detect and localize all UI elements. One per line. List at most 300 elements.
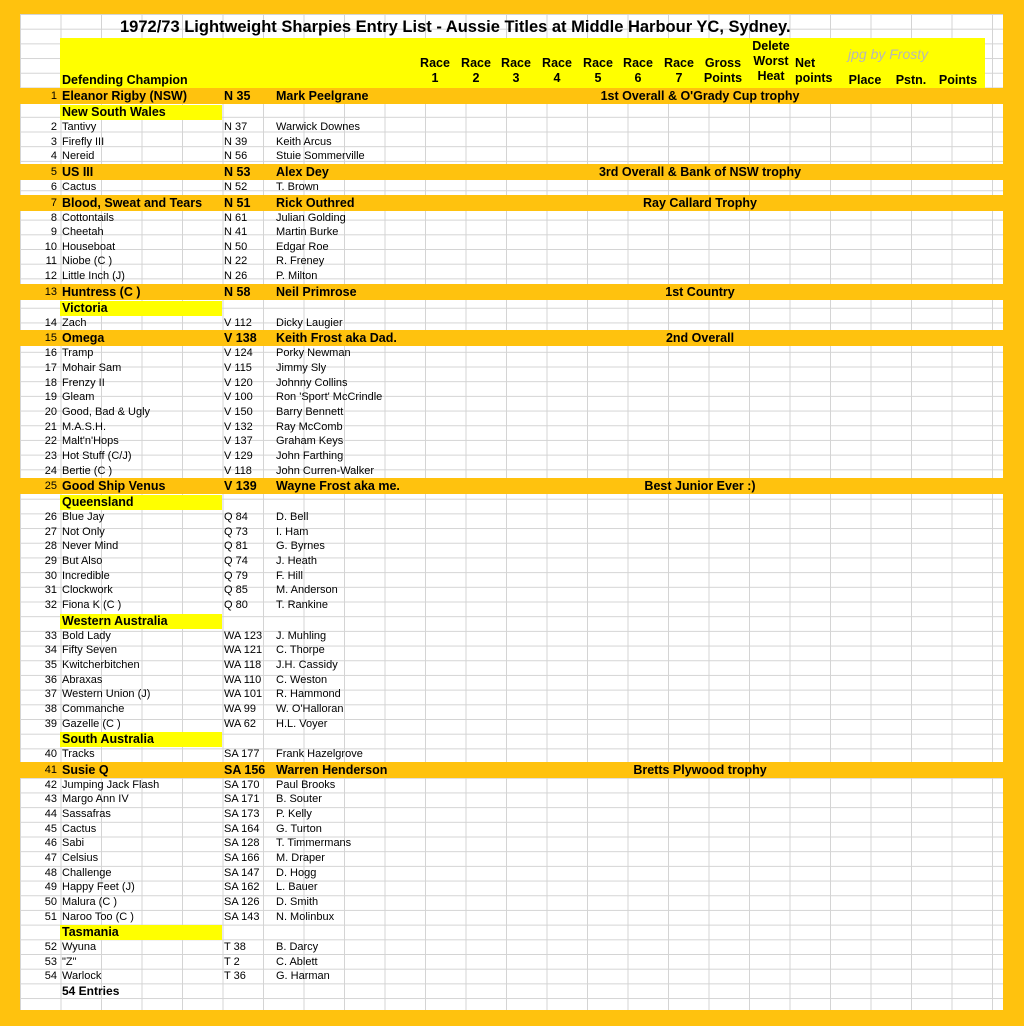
- skipper-name: T. Brown: [276, 180, 319, 193]
- sail-number: Q 81: [224, 540, 248, 553]
- boat-name: Incredible: [62, 569, 110, 582]
- header-delete-line1: Delete: [752, 39, 790, 53]
- header-points: Points: [938, 73, 978, 87]
- boat-name: Blue Jay: [62, 511, 105, 524]
- entry-number: 19: [44, 391, 57, 404]
- boat-name: Tracks: [62, 748, 95, 761]
- entry-number: 15: [44, 332, 57, 345]
- skipper-name: Mark Peelgrane: [276, 89, 369, 103]
- boat-name: Niobe (C ): [62, 255, 113, 268]
- award-note: Ray Callard Trophy: [643, 195, 757, 210]
- entry-number: 42: [44, 778, 57, 791]
- entry-row: [20, 316, 1003, 331]
- skipper-name: D. Hogg: [276, 866, 317, 879]
- boat-name: Naroo Too (C ): [62, 910, 134, 923]
- skipper-name: C. Ablett: [276, 955, 318, 968]
- entry-row: [20, 717, 1003, 732]
- entry-number: 34: [44, 644, 57, 657]
- sail-number: WA 62: [224, 717, 256, 730]
- entry-number: 18: [44, 376, 57, 389]
- header-race-2: [456, 56, 496, 86]
- entry-number: 13: [44, 285, 57, 298]
- header-race-2-line2: 2: [472, 71, 480, 85]
- sail-number: SA 170: [224, 778, 260, 791]
- skipper-name: Frank Hazelgrove: [276, 748, 363, 761]
- header-net-line1: Net: [795, 56, 816, 70]
- sail-number: SA 173: [224, 808, 260, 821]
- entry-row: [20, 120, 1003, 135]
- award-note: 1st Overall & O'Grady Cup trophy: [600, 89, 800, 103]
- skipper-name: Warren Henderson: [276, 762, 388, 777]
- boat-name: Malt'n'Hops: [62, 435, 119, 448]
- entry-number: 11: [45, 255, 57, 268]
- award-note: Bretts Plywood trophy: [633, 762, 767, 777]
- boat-name: Tantivy: [62, 121, 97, 133]
- entry-row: [20, 211, 1003, 226]
- header-race-3: [496, 56, 536, 86]
- header-gross-line1: Gross: [704, 56, 742, 70]
- header-race-5: [578, 56, 618, 86]
- boat-name: Houseboat: [62, 240, 116, 253]
- sail-number: V 124: [224, 347, 253, 360]
- skipper-name: B. Darcy: [276, 941, 319, 954]
- entry-number: 4: [50, 150, 57, 163]
- sail-number: V 120: [224, 376, 253, 389]
- entry-list: [20, 88, 1003, 999]
- header-race-5-line2: 5: [594, 71, 602, 85]
- state-name: Western Australia: [60, 614, 222, 629]
- entry-number: 38: [44, 702, 57, 715]
- entry-row: [20, 836, 1003, 851]
- entry-number: 44: [44, 808, 57, 821]
- award-note: 2nd Overall: [665, 331, 735, 346]
- skipper-name: Jimmy Sly: [276, 362, 327, 375]
- skipper-name: H.L. Voyer: [276, 717, 328, 730]
- header-gross-line2: Points: [703, 71, 743, 85]
- header-race-4-line2: 4: [553, 71, 561, 85]
- skipper-name: Graham Keys: [276, 435, 344, 448]
- boat-name: Huntress (C ): [62, 284, 141, 299]
- entry-number: 37: [44, 688, 57, 701]
- skipper-name: M. Anderson: [276, 584, 338, 597]
- header-race-7-line1: Race: [664, 56, 694, 70]
- entry-row: [20, 880, 1003, 895]
- entry-row: [20, 629, 1003, 644]
- sail-number: WA 99: [224, 702, 256, 715]
- boat-name: Kwitcherbitchen: [62, 658, 140, 671]
- boat-name: Good, Bad & Ugly: [62, 405, 151, 418]
- skipper-name: W. O'Halloran: [276, 702, 344, 715]
- state-section-header: [20, 300, 1003, 316]
- header-race-6: [618, 56, 658, 86]
- skipper-name: R. Freney: [276, 255, 325, 268]
- entry-row: [20, 464, 1003, 479]
- sail-number: Q 85: [224, 584, 248, 597]
- sail-number: V 137: [224, 435, 253, 448]
- entry-row: [20, 583, 1003, 598]
- entries-total: 54 Entries: [62, 984, 120, 999]
- sail-number: Q 84: [224, 511, 248, 524]
- header-race-7-line2: 7: [675, 71, 683, 85]
- sail-number: WA 123: [224, 629, 263, 642]
- state-name: Tasmania: [60, 925, 222, 940]
- sail-number: SA 166: [224, 851, 260, 864]
- boat-name: Western Union (J): [62, 688, 151, 701]
- boat-name: Nereid: [62, 150, 95, 163]
- state-section-header: [20, 731, 1003, 747]
- boat-name: Susie Q: [62, 762, 109, 777]
- state-section-header: [20, 494, 1003, 510]
- header-race-6-line1: Race: [623, 56, 653, 70]
- entry-number: 45: [44, 822, 57, 835]
- entry-number: 20: [44, 405, 57, 418]
- boat-name: Clockwork: [62, 584, 113, 597]
- header-race-7: [659, 56, 699, 86]
- spreadsheet: [20, 14, 1003, 1010]
- entry-row: [20, 940, 1003, 955]
- skipper-name: Martin Burke: [276, 226, 339, 239]
- entry-row: [20, 643, 1003, 658]
- skipper-name: T. Rankine: [276, 599, 328, 612]
- header-race-6-line2: 6: [634, 71, 642, 85]
- sail-number: V 118: [224, 464, 252, 477]
- entry-number: 26: [44, 511, 57, 524]
- entry-row: [20, 135, 1003, 150]
- header-place: Place: [848, 73, 882, 87]
- sail-number: SA 171: [224, 793, 260, 806]
- boat-name: Margo Ann IV: [62, 793, 129, 806]
- entry-number: 39: [44, 717, 57, 730]
- entry-row: [20, 510, 1003, 525]
- entry-row: [20, 405, 1003, 420]
- boat-name: Cheetah: [62, 226, 104, 239]
- boat-name: Firefly III: [62, 135, 105, 148]
- entry-number: 54: [44, 970, 57, 983]
- award-note: 1st Country: [665, 284, 735, 299]
- entry-row: [20, 598, 1003, 613]
- sail-number: V 138: [224, 331, 257, 346]
- entry-row: [20, 376, 1003, 391]
- skipper-name: P. Kelly: [276, 808, 312, 821]
- sail-number: V 132: [224, 420, 253, 433]
- sail-number: N 52: [224, 180, 248, 193]
- entry-number: 52: [44, 941, 57, 954]
- entry-row: [20, 778, 1003, 793]
- entry-number: 2: [50, 121, 57, 133]
- skipper-name: C. Thorpe: [276, 644, 325, 657]
- sheet-title: 1972/73 Lightweight Sharpies Entry List - Aussie Titles at Middle Harbour YC, Sydney.: [120, 18, 791, 36]
- skipper-name: Keith Arcus: [276, 135, 332, 148]
- entry-row: [20, 792, 1003, 807]
- entry-number: 1: [50, 90, 57, 102]
- skipper-name: J.H. Cassidy: [276, 658, 338, 671]
- sail-number: N 58: [224, 284, 251, 299]
- sail-number: WA 121: [224, 644, 263, 657]
- skipper-name: Barry Bennett: [276, 405, 344, 418]
- entry-number: 51: [44, 910, 57, 923]
- skipper-name: G. Turton: [276, 822, 322, 835]
- entry-row: [20, 807, 1003, 822]
- entry-row: [20, 747, 1003, 762]
- entry-number: 3: [50, 135, 57, 148]
- sail-number: SA 128: [224, 837, 260, 850]
- boat-name: Wyuna: [62, 941, 97, 954]
- skipper-name: Stuie Sommerville: [276, 150, 365, 163]
- header-race-3-line1: Race: [501, 56, 531, 70]
- entry-row: [20, 851, 1003, 866]
- skipper-name: P. Milton: [276, 270, 318, 283]
- state-name: South Australia: [60, 732, 222, 747]
- sail-number: SA 156: [224, 762, 266, 777]
- sail-number: N 61: [224, 211, 248, 224]
- entry-row: [20, 180, 1003, 195]
- state-name: Queensland: [60, 495, 222, 510]
- entry-number: 7: [50, 196, 57, 209]
- skipper-name: L. Bauer: [276, 881, 318, 894]
- sail-number: Q 73: [224, 525, 248, 538]
- skipper-name: Keith Frost aka Dad.: [276, 331, 397, 346]
- skipper-name: Warwick Downes: [276, 121, 360, 133]
- boat-name: M.A.S.H.: [62, 420, 107, 433]
- sail-number: Q 79: [224, 569, 248, 582]
- entry-row: [20, 254, 1003, 269]
- skipper-name: D. Smith: [276, 895, 319, 908]
- header-race-1-line1: Race: [420, 56, 450, 70]
- boat-name: Little Inch (J): [62, 270, 125, 283]
- sail-number: N 39: [224, 135, 248, 148]
- entry-number: 33: [44, 629, 57, 642]
- state-name: New South Wales: [60, 105, 222, 120]
- skipper-name: Ron 'Sport' McCrindle: [276, 391, 383, 404]
- skipper-name: J. Muhling: [276, 629, 327, 642]
- boat-name: Zach: [62, 316, 87, 329]
- header-delete-line2: Worst: [753, 54, 789, 68]
- boat-name: Bertie (C ): [62, 464, 113, 477]
- sail-number: WA 118: [224, 658, 262, 671]
- boat-name: Bold Lady: [62, 629, 111, 642]
- award-note: 3rd Overall & Bank of NSW trophy: [598, 164, 802, 179]
- sail-number: SA 143: [224, 910, 260, 923]
- boat-name: Cactus: [62, 180, 97, 193]
- entry-row: [20, 149, 1003, 164]
- skipper-name: Dicky Laugier: [276, 316, 343, 329]
- sail-number: WA 101: [224, 688, 263, 701]
- entry-number: 50: [44, 895, 57, 908]
- boat-name: Sabi: [62, 837, 85, 850]
- sail-number: N 41: [224, 226, 248, 239]
- sail-number: N 51: [224, 195, 251, 210]
- sail-number: T 2: [224, 955, 240, 968]
- sail-number: SA 147: [224, 866, 260, 879]
- entry-number: 36: [44, 673, 57, 686]
- skipper-name: G. Harman: [276, 970, 330, 983]
- entry-number: 16: [44, 347, 57, 360]
- entry-row: [20, 390, 1003, 405]
- skipper-name: John Farthing: [276, 449, 344, 462]
- skipper-name: T. Timmermans: [276, 837, 352, 850]
- sail-number: V 112: [224, 316, 252, 329]
- skipper-name: C. Weston: [276, 673, 328, 686]
- entry-number: 41: [44, 763, 57, 776]
- header-race-5-line1: Race: [583, 56, 613, 70]
- award-note: Best Junior Ever :): [644, 479, 756, 494]
- entry-number: 28: [44, 540, 57, 553]
- boat-name: Cactus: [62, 822, 97, 835]
- entry-row: [20, 361, 1003, 376]
- entry-number: 43: [44, 793, 57, 806]
- header-band: [60, 38, 985, 88]
- state-section-header: [20, 104, 1003, 120]
- highlighted-entry-row: [20, 330, 1003, 346]
- boat-name: Happy Feet (J): [62, 881, 135, 894]
- sail-number: V 129: [224, 449, 253, 462]
- highlighted-entry-row: [20, 195, 1003, 211]
- sail-number: N 53: [224, 164, 251, 179]
- boat-name: Eleanor Rigby (NSW): [62, 89, 188, 103]
- sail-number: WA 110: [224, 673, 262, 686]
- boat-name: Celsius: [62, 851, 99, 864]
- boat-name: Jumping Jack Flash: [62, 778, 160, 791]
- header-delete-line3: Heat: [757, 69, 785, 83]
- header-defending-champion: Defending Champion: [62, 73, 188, 87]
- skipper-name: Alex Dey: [276, 164, 329, 179]
- skipper-name: Wayne Frost aka me.: [276, 479, 400, 494]
- header-race-4: [537, 56, 577, 86]
- entry-number: 47: [44, 851, 57, 864]
- sail-number: V 115: [224, 362, 252, 375]
- entry-number: 48: [44, 866, 57, 879]
- sail-number: T 36: [224, 970, 246, 983]
- entry-row: [20, 225, 1003, 240]
- skipper-name: B. Souter: [276, 793, 322, 806]
- highlighted-entry-row: [20, 478, 1003, 494]
- sail-number: N 56: [224, 150, 248, 163]
- entry-row: [20, 866, 1003, 881]
- sail-number: N 26: [224, 270, 248, 283]
- skipper-name: M. Draper: [276, 851, 325, 864]
- entry-row: [20, 269, 1003, 284]
- sail-number: N 35: [224, 89, 251, 103]
- skipper-name: Ray McComb: [276, 420, 343, 433]
- skipper-name: J. Heath: [276, 555, 317, 568]
- entry-number: 35: [44, 658, 57, 671]
- boat-name: Hot Stuff (C/J): [62, 449, 132, 462]
- sail-number: SA 164: [224, 822, 260, 835]
- entry-row: [20, 673, 1003, 688]
- boat-name: Tramp: [62, 347, 94, 360]
- skipper-name: John Curren-Walker: [276, 464, 375, 477]
- skipper-name: Paul Brooks: [276, 778, 336, 791]
- boat-name: Good Ship Venus: [62, 479, 166, 494]
- highlighted-entry-row: [20, 88, 1003, 104]
- entry-number: 23: [44, 449, 57, 462]
- skipper-name: D. Bell: [276, 511, 309, 524]
- entry-number: 17: [44, 362, 57, 375]
- boat-name: But Also: [62, 555, 103, 568]
- entry-number: 24: [44, 464, 57, 477]
- entry-row: [20, 895, 1003, 910]
- entry-number: 22: [44, 435, 57, 448]
- header-race-1: [415, 56, 455, 86]
- header-delete-worst-heat: [748, 39, 794, 84]
- state-section-header: [20, 613, 1003, 629]
- skipper-name: I. Ham: [276, 525, 309, 538]
- sail-number: N 22: [224, 255, 248, 268]
- entry-number: 29: [44, 555, 57, 568]
- entry-number: 53: [44, 955, 57, 968]
- skipper-name: R. Hammond: [276, 688, 341, 701]
- boat-name: Mohair Sam: [62, 362, 122, 375]
- entry-number: 8: [50, 211, 57, 224]
- state-section-header: [20, 924, 1003, 940]
- boat-name: Frenzy II: [62, 376, 105, 389]
- entry-row: [20, 554, 1003, 569]
- boat-name: Commanche: [62, 702, 125, 715]
- boat-name: Fiona K (C ): [62, 599, 122, 612]
- skipper-name: Porky Newman: [276, 347, 351, 360]
- entry-row: [20, 687, 1003, 702]
- skipper-name: Rick Outhred: [276, 195, 355, 210]
- boat-name: US III: [62, 164, 94, 179]
- boat-name: Not Only: [62, 525, 105, 538]
- entry-number: 31: [44, 584, 57, 597]
- boat-name: Never Mind: [62, 540, 119, 553]
- sail-number: V 150: [224, 405, 253, 418]
- entry-row: [20, 910, 1003, 925]
- header-pstn: Pstn.: [895, 73, 927, 87]
- entry-number: 12: [44, 270, 57, 283]
- watermark-text: jpg by Frosty: [848, 46, 929, 62]
- header-race-3-line2: 3: [512, 71, 520, 85]
- entry-number: 9: [50, 226, 57, 239]
- highlighted-entry-row: [20, 762, 1003, 778]
- header-gross-points: [700, 56, 746, 86]
- boat-name: Challenge: [62, 866, 112, 879]
- sail-number: Q 80: [224, 599, 248, 612]
- skipper-name: Neil Primrose: [276, 284, 357, 299]
- boat-name: Sassafras: [62, 808, 111, 821]
- highlighted-entry-row: [20, 164, 1003, 180]
- entry-row: [20, 346, 1003, 361]
- sail-number: N 50: [224, 240, 248, 253]
- entry-number: 46: [44, 837, 57, 850]
- state-name: Victoria: [60, 301, 222, 316]
- entry-row: [20, 658, 1003, 673]
- boat-name: Blood, Sweat and Tears: [62, 195, 203, 210]
- entry-number: 5: [50, 165, 57, 178]
- skipper-name: Johnny Collins: [276, 376, 348, 389]
- boat-name: Cottontails: [62, 211, 114, 224]
- entries-total-row: [20, 984, 1003, 999]
- entry-number: 25: [44, 480, 57, 493]
- boat-name: "Z": [62, 955, 77, 968]
- sail-number: V 139: [224, 479, 257, 494]
- entry-number: 27: [44, 525, 57, 538]
- entry-row: [20, 969, 1003, 984]
- sail-number: SA 126: [224, 895, 260, 908]
- entry-number: 30: [44, 569, 57, 582]
- boat-name: Gleam: [62, 391, 95, 404]
- entry-row: [20, 420, 1003, 435]
- sail-number: N 37: [224, 121, 248, 133]
- boat-name: Malura (C ): [62, 895, 118, 908]
- skipper-name: Julian Golding: [276, 211, 346, 224]
- header-race-1-line2: 1: [431, 71, 439, 85]
- entry-row: [20, 702, 1003, 717]
- entry-row: [20, 822, 1003, 837]
- sail-number: Q 74: [224, 555, 248, 568]
- entry-row: [20, 449, 1003, 464]
